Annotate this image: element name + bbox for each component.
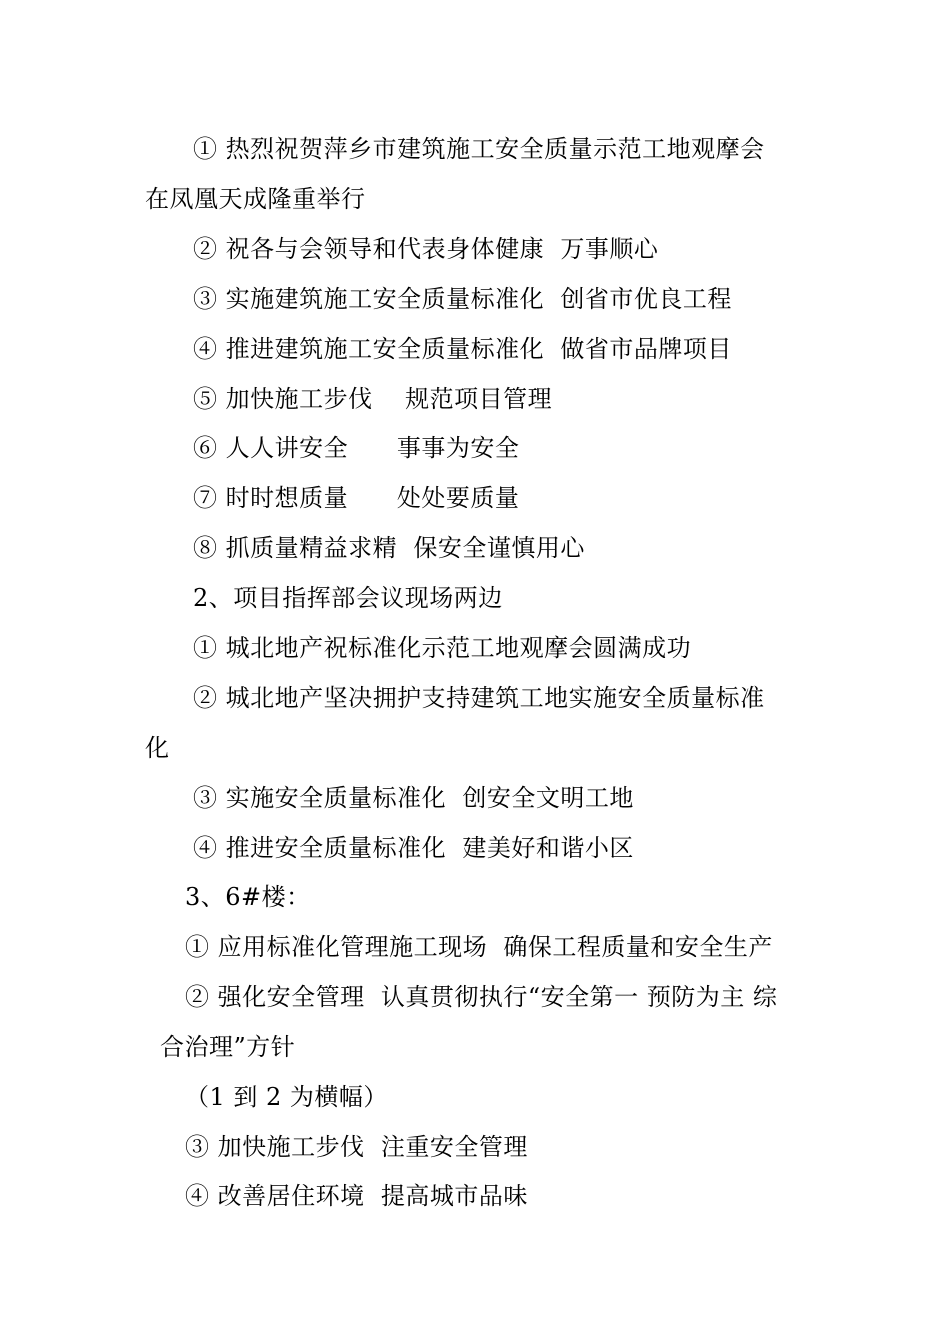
text-line: ③ 实施建筑施工安全质量标准化 创省市优良工程 [193, 285, 732, 313]
text-line: ⑧ 抓质量精益求精 保安全谨慎用心 [193, 534, 585, 562]
text-line: ② 祝各与会领导和代表身体健康 万事顺心 [193, 235, 659, 263]
section-heading: 3、6#楼： [185, 883, 311, 911]
text-note: （1 到 2 为横幅） [185, 1083, 388, 1111]
text-line: 合治理”方针 [160, 1033, 296, 1061]
text-line: ⑤ 加快施工步伐 规范项目管理 [193, 385, 553, 413]
text-line: 在凤凰天成隆重举行 [145, 185, 366, 213]
text-line: ④ 改善居住环境 提高城市品味 [185, 1182, 528, 1210]
text-line: ② 城北地产坚决拥护支持建筑工地实施安全质量标准 [193, 684, 765, 712]
text-line: ① 应用标准化管理施工现场 确保工程质量和安全生产 [185, 933, 773, 961]
text-line: ④ 推进建筑施工安全质量标准化 做省市品牌项目 [193, 335, 732, 363]
text-line: 化 [145, 734, 170, 762]
text-line: ① 热烈祝贺萍乡市建筑施工安全质量示范工地观摩会 [193, 135, 765, 163]
text-line: ③ 实施安全质量标准化 创安全文明工地 [193, 784, 634, 812]
text-line: ⑥ 人人讲安全 事事为安全 [193, 434, 520, 462]
text-line: ④ 推进安全质量标准化 建美好和谐小区 [193, 834, 634, 862]
text-line: ① 城北地产祝标准化示范工地观摩会圆满成功 [193, 634, 692, 662]
text-line: ③ 加快施工步伐 注重安全管理 [185, 1133, 528, 1161]
section-heading: 2、项目指挥部会议现场两边 [193, 584, 503, 612]
text-line: ⑦ 时时想质量 处处要质量 [193, 484, 520, 512]
text-line: ② 强化安全管理 认真贯彻执行“安全第一 预防为主 综 [185, 983, 778, 1011]
